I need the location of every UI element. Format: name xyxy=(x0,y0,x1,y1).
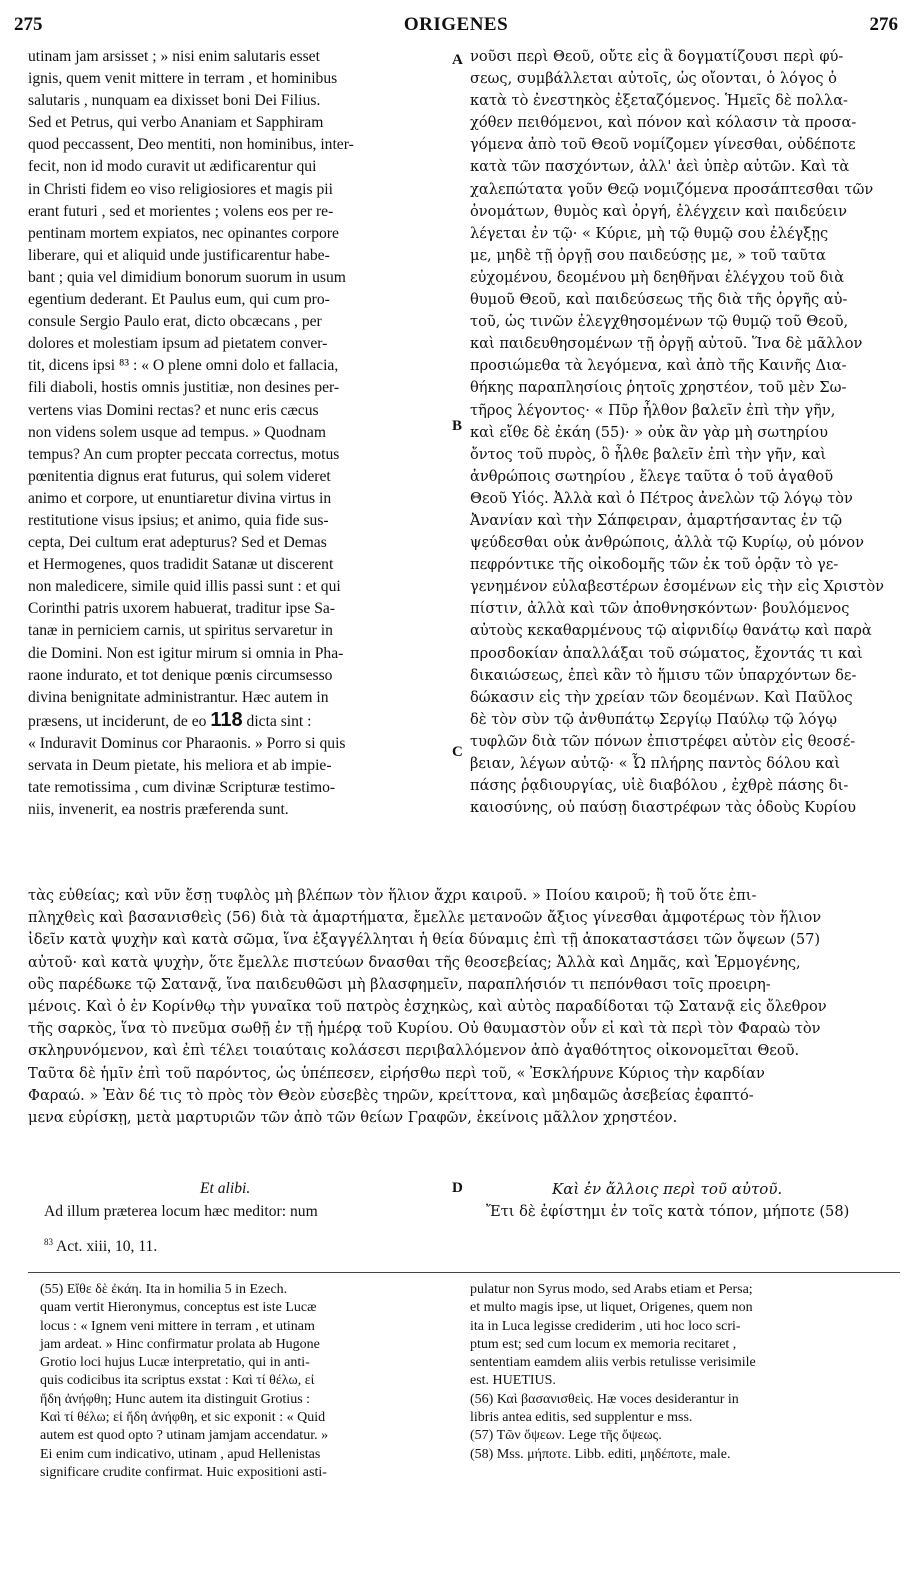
footnote-line: (57) Τῶν ὄψεων. Lege τῆς ὄψεως. xyxy=(470,1428,662,1444)
greek-line: πίστιν, ἀλλὰ καὶ τῶν ἀποθνησκόντων· βουλόμενος xyxy=(470,600,850,618)
latin-line: non videns solem usque ad tempus. » Quodnam xyxy=(28,423,326,441)
footnote-line: locus : « Ignem veni mittere in terram , et utinam xyxy=(40,1318,315,1334)
greek-line: πεφρόντικε τῆς οἰκοδομῆς τῶν ἐκ τοῦ ὁρᾷν τὸ γε- xyxy=(470,556,839,574)
latin-line: fecit, non id modo curavit ut ædificarentur qui xyxy=(28,158,317,176)
footnotes-left xyxy=(40,1281,450,1482)
greek-line: καὶ παιδευθησομένων τῇ ὀργῇ αὐτοῦ. Ἵνα δὲ μᾶλλον xyxy=(470,335,863,353)
greek-line: θήκης παραπλησίοις ῥητοῖς χρηστέον, τοῦ μὲν Σω- xyxy=(470,379,847,397)
greek-line: τῆρος λέγοντος· « Πῦρ ἦλθον βαλεῖν ἐπὶ τὴν γῆν, xyxy=(470,401,836,419)
greek-line: τοῦ, ὡς τινῶν ἐλεγχθησομένων τῷ θυμῷ τοῦ Θεοῦ, xyxy=(470,313,849,331)
footnote-line: ita in Luca legisse crediderim , uti hoc loco scri- xyxy=(470,1318,741,1334)
latin-line: liberare, qui et aliquid unde justificarentur habe- xyxy=(28,246,330,264)
latin-line: niis, invenerit, ea nostris præferenda sunt. xyxy=(28,801,289,819)
latin-line xyxy=(28,709,448,733)
latin-line: pentinam mortem expiatos, nec opinantes corpore xyxy=(28,224,339,242)
latin-line: consule Sergio Paulo erat, dicto obcæcans , per xyxy=(28,313,322,331)
greek-line: μένοις. Καὶ ὁ ἐν Κορίνθῳ τὴν γυναῖκα τοῦ πατρὸς ἐσχηκὼς, καὶ αὐτὸς παραδίδοται τῷ Σατανᾷ εἰς ὄλεθρον xyxy=(28,998,827,1016)
footnote-line: quam vertit Hieronymus, conceptus est iste Lucæ xyxy=(40,1300,317,1316)
footnote-line: autem est quod opto ? utinam jamjam accendatur. » xyxy=(40,1428,329,1444)
latin-line: et Hermogenes, quos tradidit Satanæ ut discerent xyxy=(28,556,334,574)
latin-line: tempus? An cum propter peccata correctus, motus xyxy=(28,445,340,463)
running-title: ORIGENES xyxy=(403,14,509,35)
greek-line: εὐχομένου, δεομένου μὴ δεηθῆναι ἐλέγχου τοῦ διὰ xyxy=(470,268,845,286)
latin-line-text: præsens, ut inciderunt, de eo xyxy=(28,712,207,730)
greek-column xyxy=(470,46,900,819)
greek-line: δώκασιν εἰς τὴν χρείαν τῶν δεομένων. Καὶ Παῦλος xyxy=(470,688,853,706)
latin-line: tate remotissima , cum divinæ Scripturæ testimo- xyxy=(28,779,336,797)
greek-line: καὶ εἴθε δὲ ἐκάη (55)· » οὐκ ἂν γὰρ μὴ σωτηρίου xyxy=(470,423,828,441)
scripture-reference xyxy=(44,1237,157,1256)
greek-line: αὐτοῦ· καὶ κατὰ ψυχὴν, ὅτε ἔμελλε πιστεύων δνασθαι τῆς θεοσεβείας; Ἀλλὰ καὶ Δημᾶς, καὶ Ἑρμογένης, xyxy=(28,953,801,971)
latin-line: ignis, quem venit mittere in terram , et hominibus xyxy=(28,70,338,88)
latin-line: « Induravit Dominus cor Pharaonis. » Porro si quis xyxy=(28,734,346,752)
latin-column xyxy=(28,46,448,821)
latin-line: non maledicere, simile quid illis passi sunt : et qui xyxy=(28,578,341,596)
latin-line: quod peccassent, Deo mentiti, non hominibus, inter- xyxy=(28,136,354,154)
greek-line: Ταῦτα δὲ ἡμῖν ἐπὶ τοῦ παρόντος, ὡς ὑπέπεσεν, εἰρήσθω περὶ τοῦ, « Ἐσκλήρυνε Κύριος τὴν καρδίαν xyxy=(28,1064,765,1082)
greek-line: ὄντος τοῦ πυρὸς, ὃ ἦλθε βαλεῖν ἐπὶ τὴν γῆν, καὶ xyxy=(470,445,827,463)
greek-line: αὐτοὺς κεκαθαρμένους τῷ αἰφνιδίῳ θανάτῳ καὶ παρὰ xyxy=(470,622,872,640)
latin-line: in Christi fidem eo viso religiosiores et magis pii xyxy=(28,180,333,198)
greek-line: καιοσύνης, οὐ παύσῃ διαστρέφων τὰς ὁδοὺς Κυρίου xyxy=(470,799,857,817)
greek-line: σεως, συμβάλλεται αὐτοῖς, ὡς οἴονται, ὁ λόγος ὁ xyxy=(470,70,837,88)
page-header xyxy=(14,14,898,42)
greek-line: δὲ τὸν σὺν τῷ ἀνθυπάτῳ Σεργίῳ Παύλῳ τῷ λόγῳ xyxy=(470,710,837,728)
reference-number: 83 xyxy=(44,1237,53,1247)
greek-line: Ἀνανίαν καὶ τὴν Σάπφειραν, ἁμαρτήσαντας ἐν τῷ xyxy=(470,511,843,529)
greek-line: χόθεν πειθόμενοι, καὶ πόνον καὶ κόλασιν τὰ προσα- xyxy=(470,114,857,132)
greek-line: κατὰ τὸ ἐνεστηκὸς ἐξεταζόμενος. Ἡμεῖς δὲ πολλα- xyxy=(470,92,848,110)
latin-line: dolores et molestiam ipsum ad pietatem conver- xyxy=(28,335,328,353)
full-width-greek-paragraph xyxy=(28,885,900,1129)
greek-line: χαλεπώτατα γοῦν Θεῷ νομιζόμενα προσάπτεσθαι τῶν xyxy=(470,180,874,198)
footnote-line: (55) Εἴθε δὲ ἐκάη. Ita in homilia 5 in Ezech. xyxy=(40,1282,288,1297)
latin-line: salutaris , nunquam ea dixisset boni Dei Filius. xyxy=(28,92,321,110)
footnotes-right xyxy=(470,1281,900,1464)
footnote-line: est. HUETIUS. xyxy=(470,1373,556,1389)
greek-line: σκληρυνόμενον, καὶ ἐπὶ τέλει τοιαύταις κολάσεσι περιβαλλόμενον ἀπὸ ἀγαθότητος οἰκονομεῖται Θεοῦ. xyxy=(28,1042,800,1060)
greek-line: προσιώμεθα τὰ λεγόμενα, καὶ ἀπὸ τῆς Καινῆς Δια- xyxy=(470,357,847,375)
greek-line: δικαιώσεως, ἐπεὶ κἂν τὸ ἥμισυ τῶν ὑπαρχόντων δε- xyxy=(470,666,857,684)
margin-marker-d: D xyxy=(452,1180,463,1196)
latin-line: Sed et Petrus, qui verbo Ananiam et Sapphiram xyxy=(28,114,324,132)
greek-line: ἀνθρώποις σωτηρίου , ἔλεγε ταῦτα ὁ τοῦ ἀγαθοῦ xyxy=(470,467,834,485)
greek-line: ἰδεῖν κατὰ ψυχὴν καὶ κατὰ σῶμα, ἵνα ἐξαγγέλληται ἡ θεία δύναμις ἐπὶ τῇ ἀποκαταστάσει τῶν ὄψεων (57) xyxy=(28,931,821,949)
greek-line: θυμοῦ Θεοῦ, καὶ παιδεύσεως τῆς διὰ τῆς ὀργῆς αὐ- xyxy=(470,291,848,309)
footnote-line: ἤδη ἀνήφθη; Hunc autem ita distinguit Grotius : xyxy=(40,1391,311,1407)
footnote-line: Grotio loci hujus Lucæ interpretatio, qui in anti- xyxy=(40,1355,310,1371)
footnote-line: et multo magis ipse, ut liquet, Origenes, quem non xyxy=(470,1300,753,1316)
greek-line: με, μηδὲ τῇ ὀργῇ σου παιδεύσῃς με, » τοῦ ταῦτα xyxy=(470,246,826,264)
latin-line: tit, dicens ipsi ⁸³ : « O plene omni dolo et fallacia, xyxy=(28,357,339,375)
greek-line: ψεύδεσθαι οὐκ ἀνθρώποις, ἀλλὰ τῷ Κυρίῳ, οὐ μόνον xyxy=(470,534,864,552)
greek-line: βειαν, λέγων αὐτῷ· « Ὦ πλήρης παντὸς δόλου καὶ xyxy=(470,755,841,772)
latin-line-tail: dicta sint : xyxy=(246,712,312,730)
section-heading-latin: Et alibi. xyxy=(200,1180,251,1197)
greek-line: πληχθεὶς καὶ βασανισθεὶς (56) διὰ τὰ ἁμαρτήματα, ἔμελλε μετανοῶν ἄξιος γίνεσθαι ἀμφοτέρως τὸν ἥλιον xyxy=(28,909,822,927)
page-number-right: 276 xyxy=(869,14,898,35)
margin-marker-c: C xyxy=(452,744,463,760)
column-number: 118 xyxy=(210,708,243,731)
latin-line: tanæ in perniciem carnis, ut spiritus servaretur in xyxy=(28,622,333,640)
page-number-left: 275 xyxy=(14,14,43,35)
greek-line: Φαραώ. » Ἐὰν δέ τις τὸ πρὸς τὸν Θεὸν εὐσεβὲς τηρῶν, κρείττονα, καὶ μηδαμῶς ἀσεβείας ἐφαπτό- xyxy=(28,1086,754,1104)
latin-line: bant ; quia vel dimidium bonorum suorum in usum xyxy=(28,268,346,286)
footnote-line: sententiam eamdem aliis verbis retulisse verisimile xyxy=(470,1355,756,1371)
latin-line: restitutione visus ipsius; et animo, quia fide sus- xyxy=(28,511,329,529)
section-greek-line: Ἔτι δὲ ἐφίστημι ἐν τοῖς κατὰ τόπον, μήποτε (58) xyxy=(486,1203,850,1220)
section-latin-line: Ad illum præterea locum hæc meditor: num xyxy=(44,1203,318,1220)
greek-line: προσδοκίαν ἀπαλλάξαι τοῦ σώματος, ἔχοντάς τι καὶ xyxy=(470,644,863,662)
latin-line: egentium dederant. Et Paulus eum, qui cum pro- xyxy=(28,291,330,309)
margin-marker-a: A xyxy=(452,52,463,68)
latin-line: pœnitentia dignus erat futurus, qui solem videret xyxy=(28,467,331,485)
footnote-line: libris antea editis, sed supplentur e mss. xyxy=(470,1410,693,1426)
greek-line: τὰς εὐθείας; καὶ νῦν ἔσῃ τυφλὸς μὴ βλέπων τὸν ἥλιον ἄχρι καιροῦ. » Ποίου καιροῦ; ἢ τοῦ ὅτε ἐπι- xyxy=(28,887,757,904)
footnote-line: Ei enim cum indicativo, utinam , apud Hellenistas xyxy=(40,1446,321,1462)
footnote-line: (58) Mss. μήποτε. Libb. editi, μηδέποτε, male. xyxy=(470,1446,731,1462)
footnote-line: ptum est; sed cum locum ex memoria recitaret , xyxy=(470,1336,737,1352)
latin-line: erant futuri , sed et morientes ; volens eos per re- xyxy=(28,202,334,220)
footnote-line: jam ardeat. » Hinc confirmatur prolata ab Hugone xyxy=(40,1336,320,1352)
footnote-line: (56) Καὶ βασανισθεὶς. Hæ voces desiderantur in xyxy=(470,1391,739,1407)
margin-marker-b: B xyxy=(452,418,463,434)
footnote-line: pulatur non Syrus modo, sed Arabs etiam et Persa; xyxy=(470,1282,753,1297)
greek-line: γόμενα ἀπὸ τοῦ Θεοῦ νομίζομεν γίνεσθαι, οὐδέποτε xyxy=(470,136,856,154)
latin-line: vertens vias Domini rectas? et nunc eris cæcus xyxy=(28,401,319,419)
latin-line: servata in Deum pietate, his meliora et ab impie- xyxy=(28,757,332,774)
latin-line: utinam jam arsisset ; » nisi enim salutaris esset xyxy=(28,48,320,65)
greek-line: ὀνομάτων, θυμὸς καὶ ὀργή, ἐλέγχειν καὶ παιδεύειν xyxy=(470,202,847,220)
greek-line: γενημένον εὐλαβεστέρων ἐσομένων εἰς τὴν εἰς Χριστὸν xyxy=(470,578,885,596)
footnote-divider xyxy=(28,1272,900,1273)
latin-line: raone indurato, et tot denique pœnis circumsesso xyxy=(28,666,333,684)
latin-line: fili diaboli, hostis omnis justitiæ, non desines per- xyxy=(28,379,340,397)
greek-line: πάσης ῥᾳδιουργίας, υἱὲ διαβόλου , ἐχθρὲ πάσης δι- xyxy=(470,777,849,795)
greek-line: Θεοῦ Υἱός. Ἀλλὰ καὶ ὁ Πέτρος ἀνελὼν τῷ λόγῳ τὸν xyxy=(470,489,853,507)
reference-text: Act. xiii, 10, 11. xyxy=(56,1238,158,1256)
greek-line: κατὰ τῶν πασχόντων, ἀλλ' ἀεὶ ὑπὲρ αὐτῶν. Καὶ τὰ xyxy=(470,158,850,176)
section-heading-greek: Καὶ ἐν ἄλλοις περὶ τοῦ αὐτοῦ. xyxy=(552,1180,783,1198)
greek-line: τῆς σαρκὸς, ἵνα τὸ πνεῦμα σωθῇ ἐν τῇ ἡμέρᾳ τοῦ Κυρίου. Οὐ θαυμαστὸν οὖν εἰ καὶ τὰ περὶ τὸν Φαραὼ τὸν xyxy=(28,1020,821,1038)
latin-line: Corinthi patris uxorem habuerat, traditur ipse Sa- xyxy=(28,600,336,618)
greek-line: οὓς παρέδωκε τῷ Σατανᾷ, ἵνα παιδευθῶσι μὴ βλασφημεῖν, παραπλήσιόν τι πεπόνθασι τοῖς προειρη- xyxy=(28,975,771,993)
greek-line: λέγεται ἐν τῷ· « Κύριε, μὴ τῷ θυμῷ σου ἐλέγξῃς xyxy=(470,224,829,242)
latin-line: cepta, Dei cultum erat adepturus? Sed et Demas xyxy=(28,534,327,552)
latin-line: die Domini. Non est igitur mirum si omnia in Pha- xyxy=(28,644,344,662)
footnote-line: quis codicibus ita scriptus exstat : Καὶ τί θέλω, εἰ xyxy=(40,1373,315,1389)
greek-line: τυφλῶν διὰ τῶν πόνων ἐπιστρέφει αὐτὸν εἰς θεοσέ- xyxy=(470,732,856,750)
latin-line: animo et corpore, ut enuntiaretur divina virtus in xyxy=(28,489,332,507)
greek-line: νοῦσι περὶ Θεοῦ, οὔτε εἰς ἃ δογματίζουσι περὶ φύ- xyxy=(470,48,844,65)
footnote-line: Καὶ τί θέλω; εἰ ἤδη ἀνήφθη, et sic exponit : « Quid xyxy=(40,1410,326,1426)
footnote-line: significare crudite confirmat. Huic expositioni asti- xyxy=(40,1464,327,1480)
greek-line: μενα εὑρίσκῃ, μετὰ μαρτυριῶν τῶν ἀπὸ τῶν θείων Γραφῶν, ἐκείνοις μᾶλλον χρηστέον. xyxy=(28,1109,678,1127)
latin-line: divina benignitate administrantur. Hæc autem in xyxy=(28,688,329,706)
